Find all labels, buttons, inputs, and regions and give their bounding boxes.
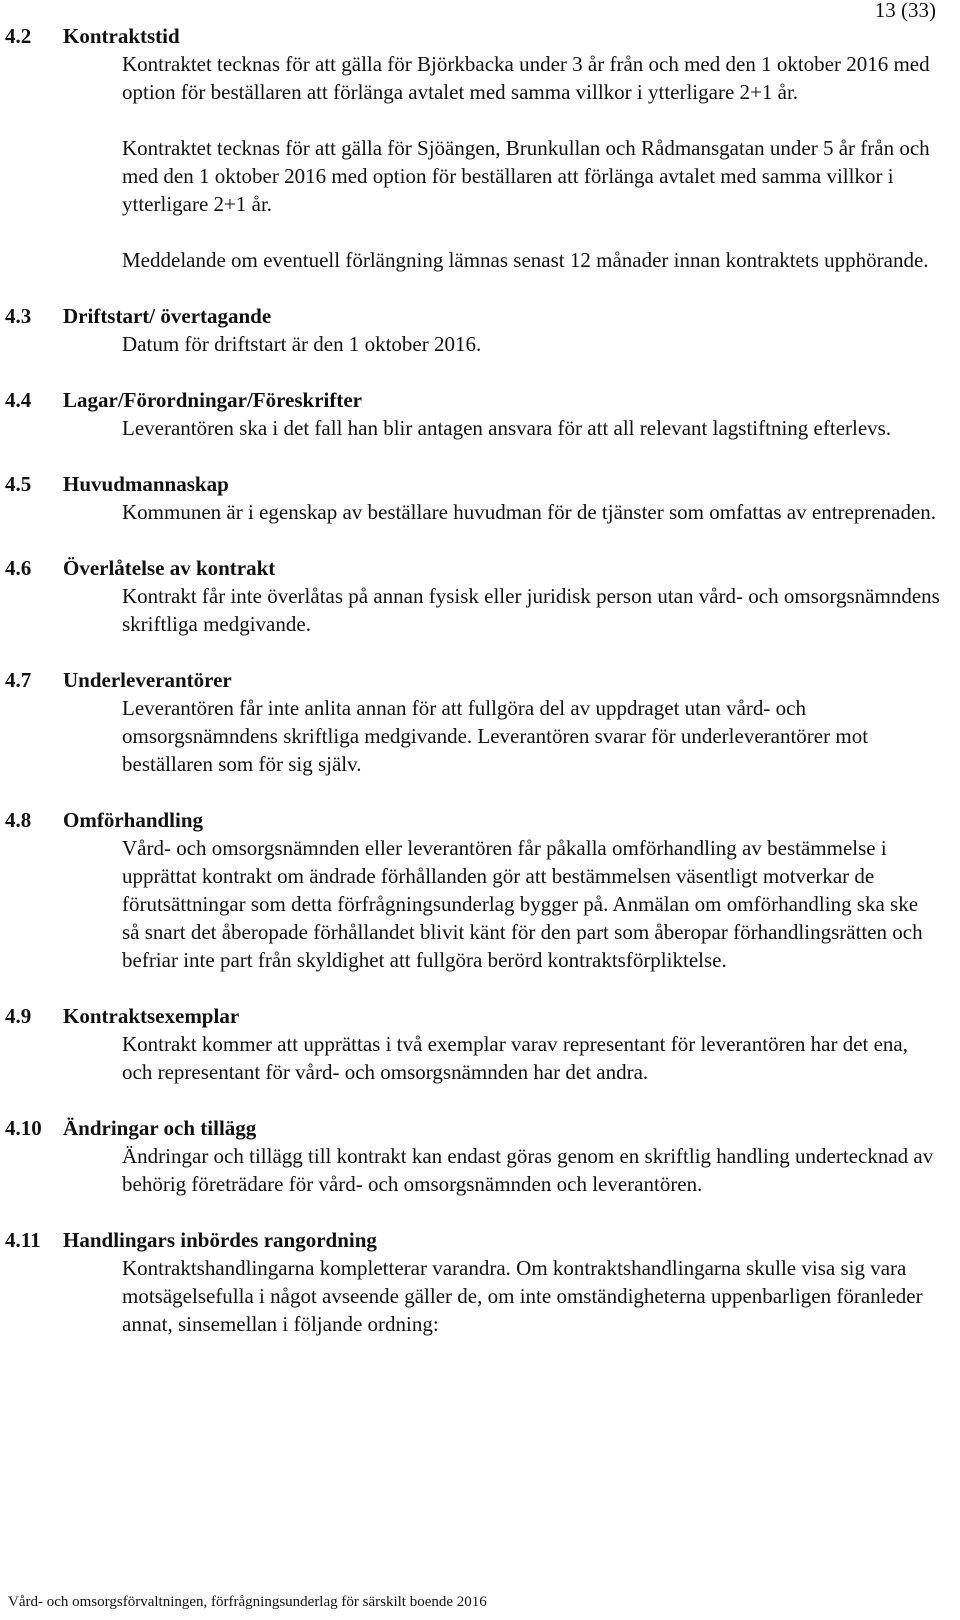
section-heading (0, 470, 960, 498)
section-paragraph: Kommunen är i egenskap av beställare huvudman för de tjänster som omfattas av entreprenaden. (122, 500, 937, 524)
section-number: 4.10 (5, 1116, 42, 1140)
section-number: 4.9 (5, 1004, 32, 1028)
section-4-6 (0, 554, 960, 638)
section-4-8 (0, 806, 960, 974)
section-paragraph: Kontrakt får inte överlåtas på annan fysisk eller juridisk person utan vård- och omsorgsnämndens skriftliga medgivande. (122, 584, 940, 636)
section-heading (0, 554, 960, 582)
page-footer: Vård- och omsorgsförvaltningen, förfrågningsunderlag för särskilt boende 2016 (8, 1594, 487, 1610)
section-paragraph: Kontraktshandlingarna kompletterar varandra. Om kontraktshandlingarna skulle visa sig vara motsägelsefulla i något avseende gäller de, om inte omständigheterna uppenbarligen föranleder annat, sinsemellan i följande ordning: (122, 1256, 923, 1336)
section-paragraph: Datum för driftstart är den 1 oktober 2016. (122, 332, 482, 356)
section-heading (0, 1114, 960, 1142)
section-title: Ändringar och tillägg (63, 1116, 257, 1140)
section-4-2 (0, 22, 960, 274)
section-title: Omförhandling (63, 808, 204, 832)
section-4-7 (0, 666, 960, 778)
section-paragraph: Kontrakt kommer att upprättas i två exemplar varav representant för leverantören har det ena, och representant för vård- och omsorgsnämnden har det andra. (122, 1032, 908, 1084)
section-paragraph: Leverantören får inte anlita annan för att fullgöra del av uppdraget utan vård- och omsorgsnämndens skriftliga medgivande. Leverantören svarar för underleverantörer mot beställaren som för sig själv. (122, 696, 869, 776)
section-heading (0, 22, 960, 50)
section-number: 4.4 (5, 388, 32, 412)
section-title: Kontraktstid (63, 24, 180, 48)
section-heading (0, 1226, 960, 1254)
section-title: Lagar/Förordningar/Föreskrifter (63, 388, 363, 412)
section-title: Handlingars inbördes rangordning (63, 1228, 377, 1252)
section-paragraph: Kontraktet tecknas för att gälla för Sjöängen, Brunkullan och Rådmansgatan under 5 år från och med den 1 oktober 2016 med option för beställaren att förlänga avtalet med samma villkor i ytterligare 2+1 år. (122, 136, 930, 216)
section-heading (0, 386, 960, 414)
page-number: 13 (33) (874, 0, 936, 22)
section-4-3 (0, 302, 960, 358)
section-number: 4.2 (5, 24, 32, 48)
section-number: 4.8 (5, 808, 32, 832)
section-paragraph: Leverantören ska i det fall han blir antagen ansvara för att all relevant lagstiftning efterlevs. (122, 416, 892, 440)
section-paragraph: Vård- och omsorgsnämnden eller leverantören får påkalla omförhandling av bestämmelse i upprättat kontrakt om ändrade förhållanden gör att bestämmelsen väsentligt motverkar de förutsättningar som detta förfrågningsunderlag bygger på. Anmälan om omförhandling ska ske så snart det åberopade förhållandet blivit känt för den part som åberopar förhandlingsrätten och befriar inte part från skyldighet att fullgöra berörd kontraktsförpliktelse. (122, 836, 923, 972)
section-4-11 (0, 1226, 960, 1338)
section-heading (0, 302, 960, 330)
document-body (0, 22, 960, 1366)
section-title: Underleverantörer (63, 668, 232, 692)
section-title: Driftstart/ övertagande (63, 304, 272, 328)
section-4-9 (0, 1002, 960, 1086)
section-number: 4.6 (5, 556, 32, 580)
section-title: Överlåtelse av kontrakt (63, 556, 276, 580)
section-title: Kontraktsexemplar (63, 1004, 240, 1028)
section-4-4 (0, 386, 960, 442)
section-number: 4.3 (5, 304, 32, 328)
section-number: 4.5 (5, 472, 32, 496)
section-4-5 (0, 470, 960, 526)
section-paragraph: Ändringar och tillägg till kontrakt kan endast göras genom en skriftlig handling undertecknad av behörig företrädare för vård- och omsorgsnämnden och leverantören. (122, 1144, 934, 1196)
section-heading (0, 666, 960, 694)
section-4-10 (0, 1114, 960, 1198)
section-paragraph: Meddelande om eventuell förlängning lämnas senast 12 månader innan kontraktets upphörande. (122, 248, 929, 272)
section-number: 4.7 (5, 668, 32, 692)
section-paragraph: Kontraktet tecknas för att gälla för Björkbacka under 3 år från och med den 1 oktober 2016 med option för beställaren att förlänga avtalet med samma villkor i ytterligare 2+1 år. (122, 52, 930, 104)
section-heading (0, 1002, 960, 1030)
section-title: Huvudmannaskap (63, 472, 229, 496)
section-number: 4.11 (5, 1228, 41, 1252)
section-heading (0, 806, 960, 834)
